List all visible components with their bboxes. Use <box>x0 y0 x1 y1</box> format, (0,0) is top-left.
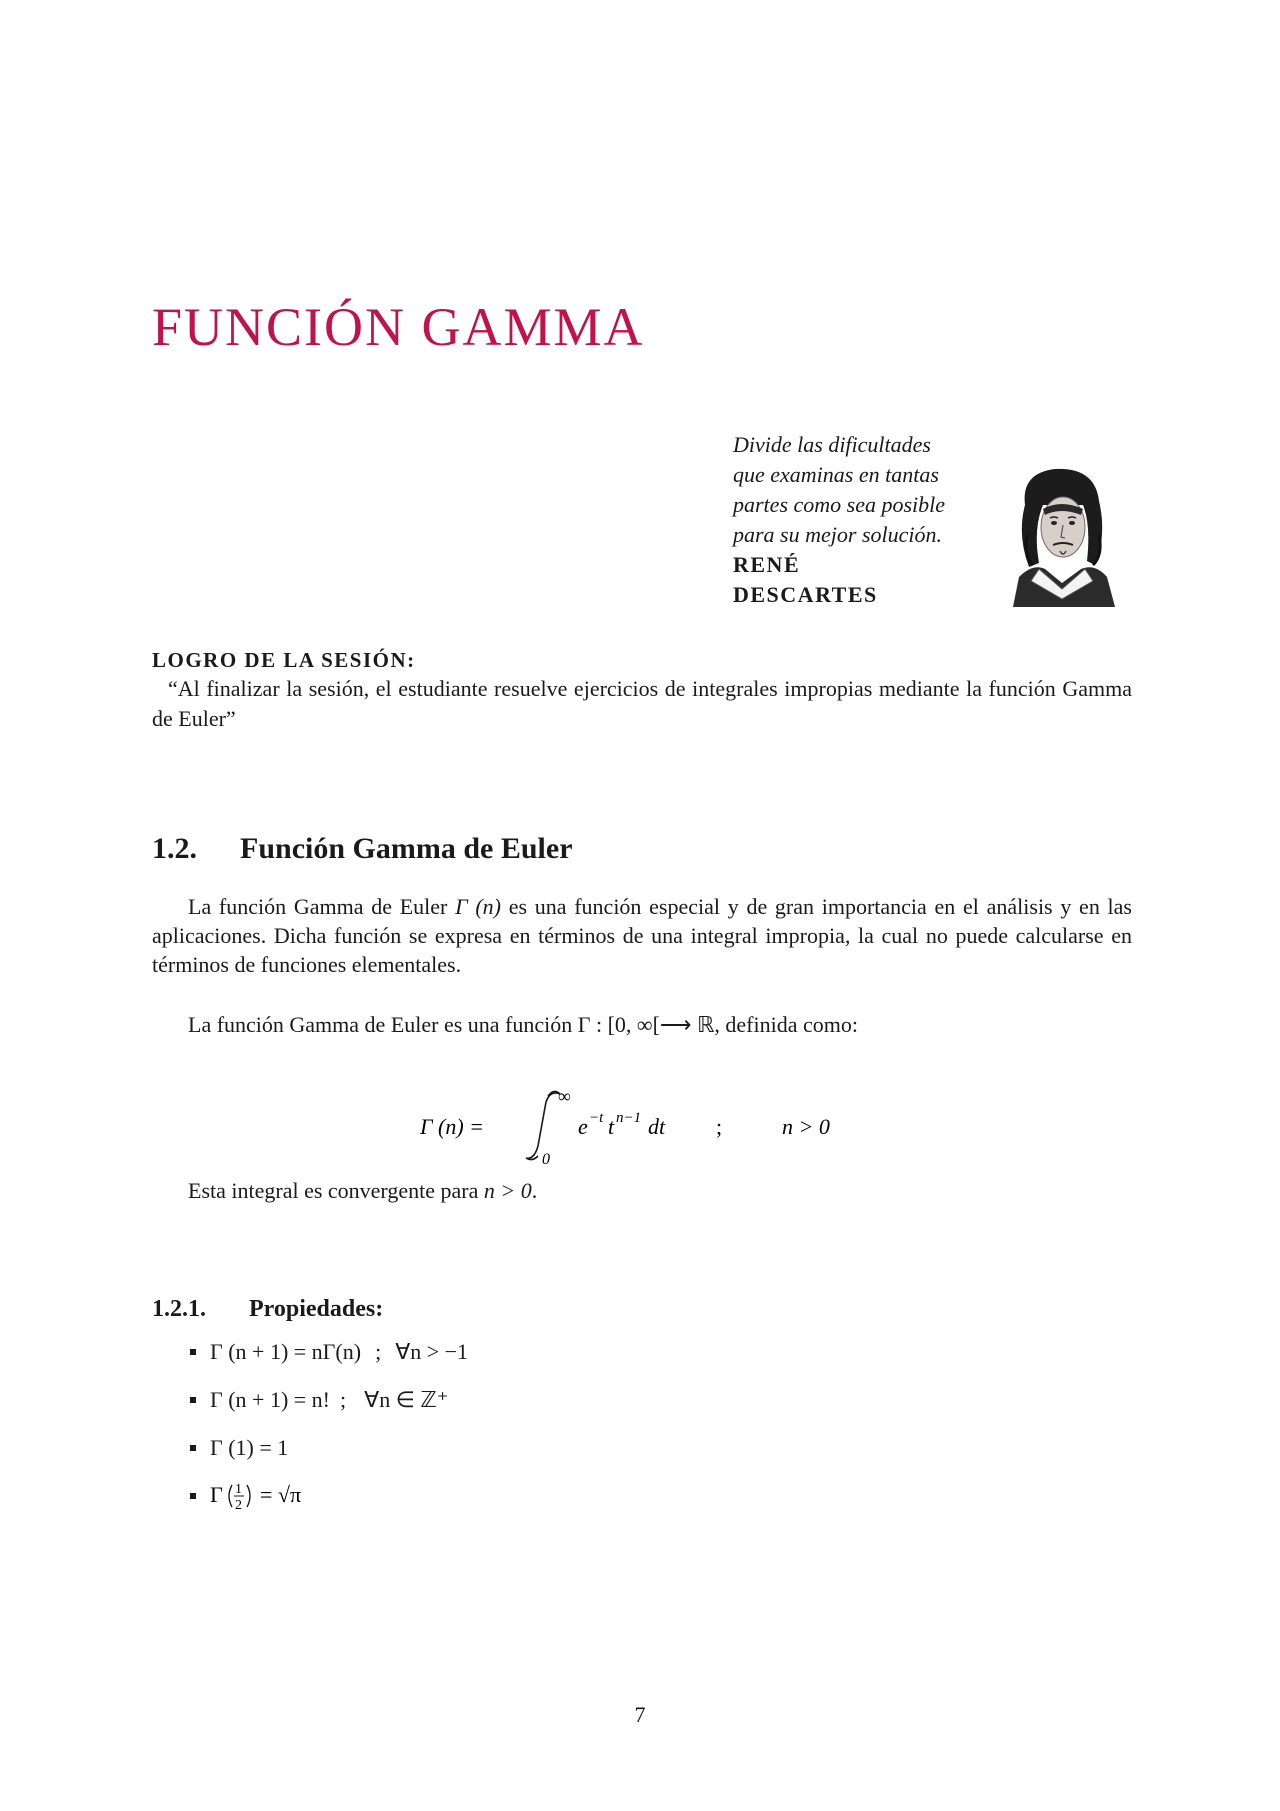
formula-lhs: Γ (n) = <box>420 1114 485 1139</box>
convergence-text-start: Esta integral es convergente para <box>188 1178 484 1203</box>
definition-text-end: , definida como: <box>714 1012 858 1037</box>
bullet-icon <box>190 1445 196 1451</box>
integrand-base-e: e <box>578 1114 588 1139</box>
gamma-domain-math: Γ : [0, ∞[⟶ ℝ <box>577 1012 715 1037</box>
gamma-notation: Γ (n) <box>455 894 501 919</box>
bullet-icon <box>190 1397 196 1403</box>
section-number: 1.2. <box>152 832 197 865</box>
quote-author-first: RENÉ <box>733 552 801 577</box>
intro-text-start: La función Gamma de Euler <box>188 894 456 919</box>
property-separator: ; <box>340 1387 347 1412</box>
list-item <box>190 1436 468 1460</box>
gamma-symbol: Γ <box>210 1482 223 1507</box>
session-goal-text: “Al finalizar la sesión, el estudiante resuelve ejercicios de integrales impropias mediante la función Gamma de Euler” <box>152 676 1132 731</box>
formula-separator: ; <box>716 1114 723 1139</box>
property-condition: ∀n ∈ ℤ⁺ <box>364 1387 449 1412</box>
page-number: 7 <box>634 1702 646 1727</box>
gamma-integral-formula <box>420 1080 860 1170</box>
list-item <box>190 1482 468 1513</box>
session-goal-heading: LOGRO DE LA SESIÓN: <box>152 648 416 672</box>
integral-lower-limit: 0 <box>542 1151 550 1168</box>
quote-author-last: DESCARTES <box>733 582 878 607</box>
property-expression: Γ (1) = 1 <box>210 1435 289 1460</box>
formula-condition: n > 0 <box>782 1114 830 1139</box>
property-separator: ; <box>375 1339 382 1364</box>
property-condition: ∀n > −1 <box>395 1339 469 1364</box>
bullet-icon <box>190 1349 196 1355</box>
epigraph-quote <box>733 430 1003 610</box>
quote-line: Divide las dificultades <box>733 432 931 457</box>
differential: dt <box>648 1114 666 1139</box>
convergence-text-end: . <box>531 1178 538 1203</box>
quote-line: para su mejor solución. <box>733 522 942 547</box>
subsection-heading <box>152 1296 383 1323</box>
subsection-number: 1.2.1. <box>152 1296 206 1322</box>
integrand-exponent-2: n−1 <box>616 1110 642 1126</box>
integral-upper-limit: ∞ <box>558 1086 571 1106</box>
subsection-title: Propiedades: <box>249 1296 384 1322</box>
section-title: Función Gamma de Euler <box>240 832 573 865</box>
integrand-exponent-1: −t <box>589 1110 604 1126</box>
convergence-paragraph <box>152 1176 1132 1205</box>
list-item <box>190 1388 468 1412</box>
gamma-half-expression <box>210 1479 370 1513</box>
fraction-numerator: 1 <box>235 1482 242 1497</box>
descartes-portrait <box>1003 465 1121 607</box>
quote-line: que examinas en tantas <box>733 462 939 487</box>
list-item <box>190 1340 468 1364</box>
convergence-condition: n > 0 <box>483 1178 532 1203</box>
intro-text-end: es una función especial y de gran importancia en el análisis y en las aplicaciones. Dicha función se expresa en términos de una integral impropia, la cual no puede calcularse en términos de funciones elementales. <box>152 894 1132 977</box>
properties-list <box>190 1340 468 1532</box>
definition-text-start: La función Gamma de Euler es una función <box>188 1012 578 1037</box>
definition-paragraph <box>152 1010 1132 1039</box>
integrand-base-t: t <box>608 1114 615 1139</box>
intro-paragraph <box>152 892 1132 979</box>
sqrt-pi-value: = √π <box>260 1482 302 1507</box>
property-expression: Γ (n + 1) = nΓ(n) <box>210 1339 362 1364</box>
fraction-denominator: 2 <box>235 1498 242 1513</box>
quote-line: partes como sea posible <box>733 492 946 517</box>
section-heading <box>152 832 573 866</box>
bullet-icon <box>190 1493 196 1499</box>
property-expression: Γ (n + 1) = n! <box>210 1387 331 1412</box>
page-title: FUNCIÓN GAMMA <box>152 297 645 357</box>
